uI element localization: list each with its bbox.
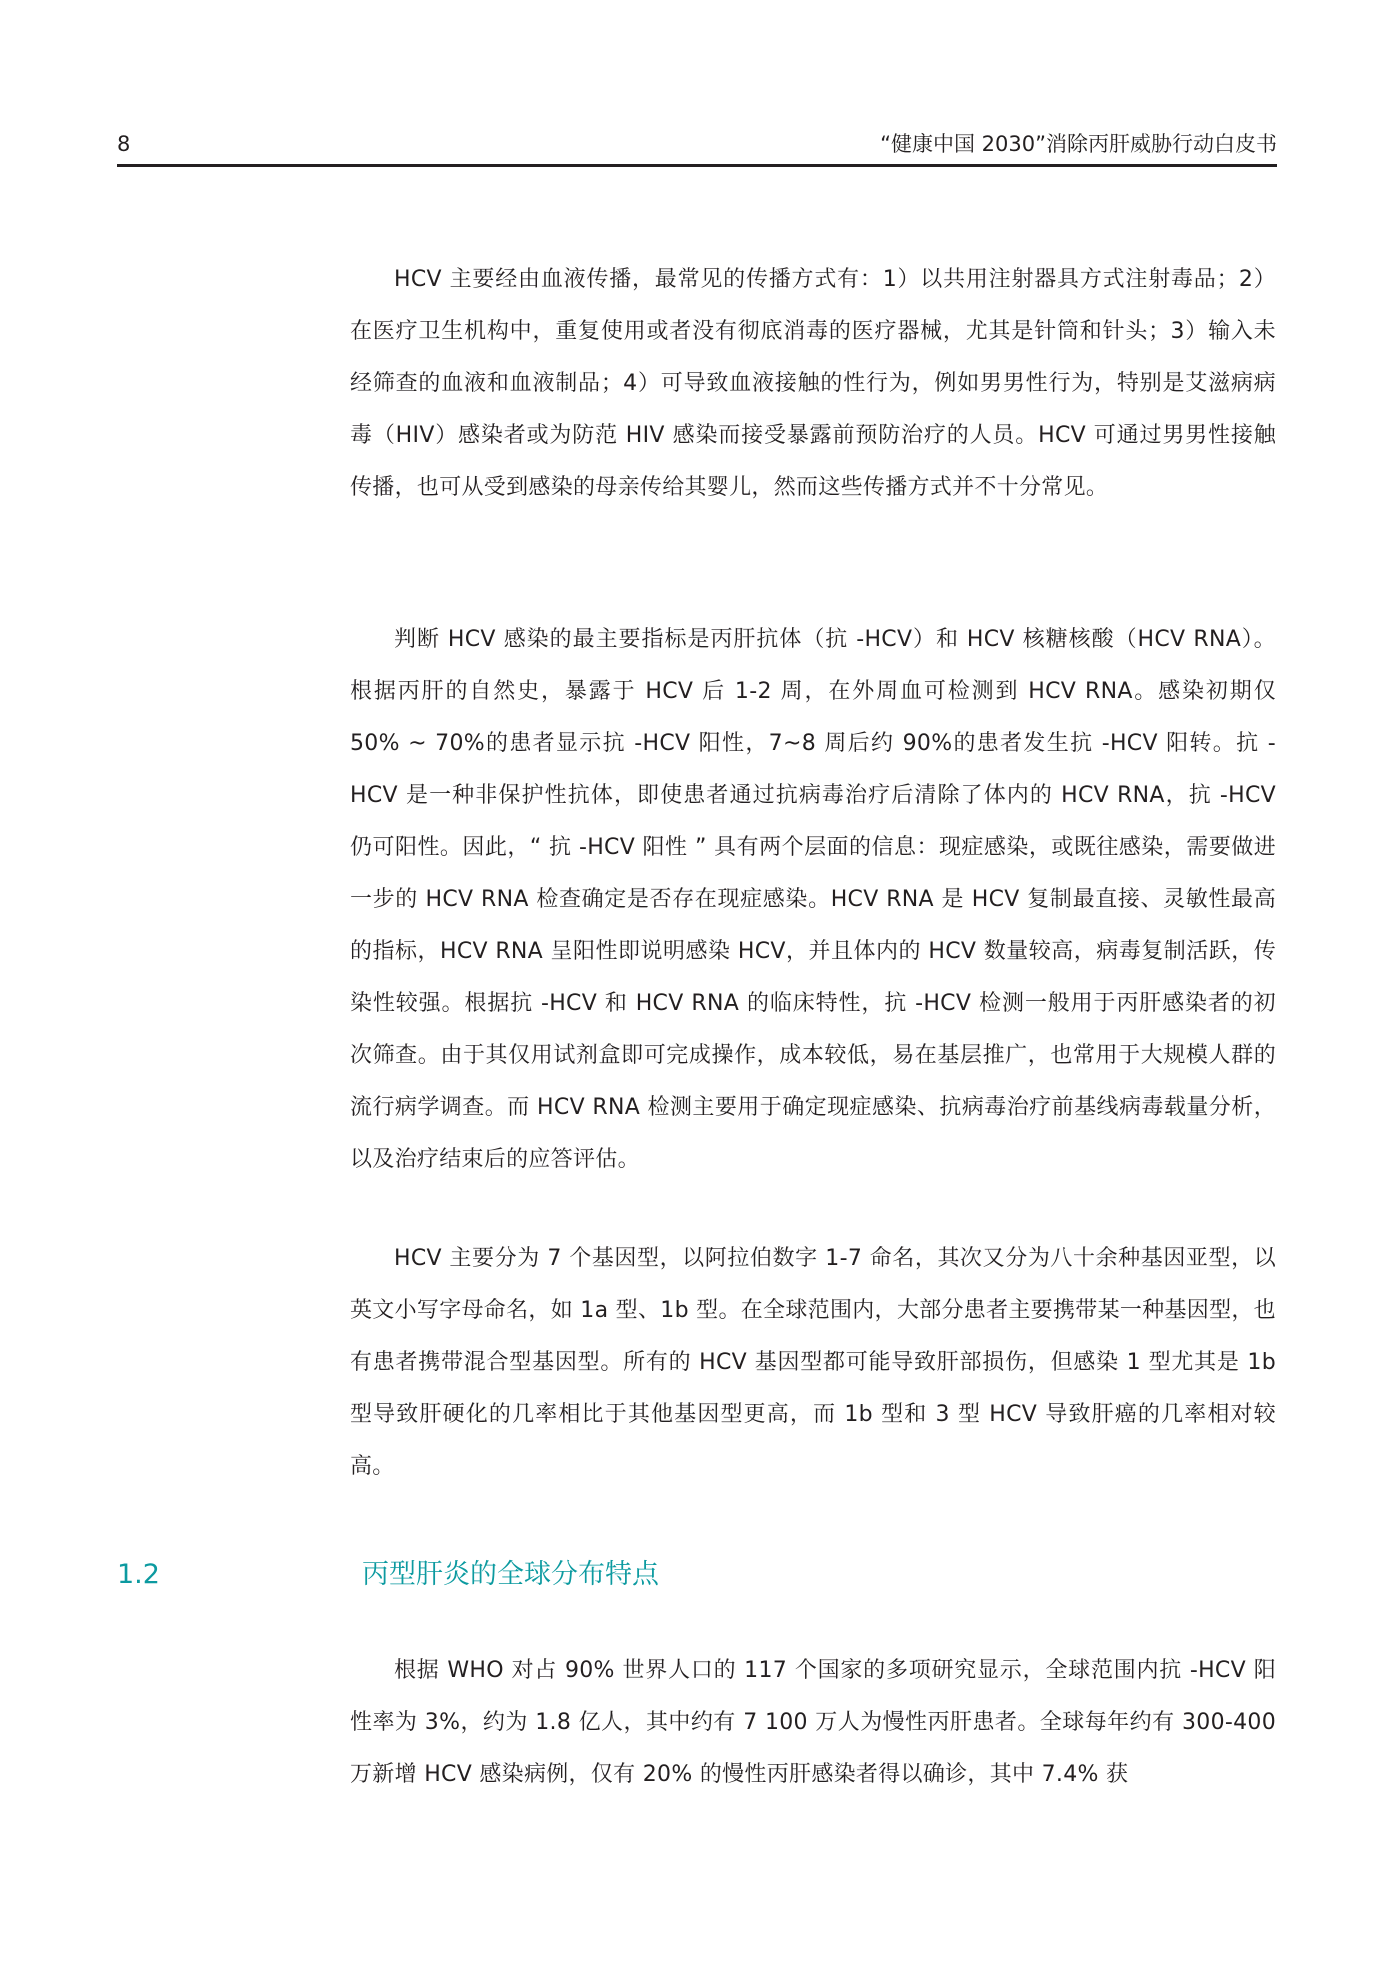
paragraph-transmission: HCV 主要经由血液传播，最常见的传播方式有：1）以共用注射器具方式注射毒品；2）在医疗卫生机构中，重复使用或者没有彻底消毒的医疗器械，尤其是针筒和针头；3）输入未经筛查的血液和血液制品；4）可导致血液接触的性行为，例如男男性行为，特别是艾滋病病毒（HIV）感染者或为防范 HIV 感染而接受暴露前预防治疗的人员。HCV 可通过男男性接触传播，也可从受到感染的母亲传给其婴儿，然而这些传播方式并不十分常见。 <box>350 267 1276 500</box>
header-rule <box>117 164 1277 167</box>
page-number: 8 <box>117 132 131 156</box>
paragraph-diagnosis: 判断 HCV 感染的最主要指标是丙肝抗体（抗 -HCV）和 HCV 核糖核酸（HCV RNA）。根据丙肝的自然史，暴露于 HCV 后 1-2 周，在外周血可检测到 HCV RNA。感染初期仅 50% ~ 70%的患者显示抗 -HCV 阳性，7~8 周后约 90%的患者发生抗 -HCV 阳转。抗 -HCV 是一种非保护性抗体，即使患者通过抗病毒治疗后清除了体内的 HCV RNA，抗 -HCV 仍可阳性。因此，“ 抗 -HCV 阳性 ” 具有两个层面的信息：现症感染，或既往感染，需要做进一步的 HCV RNA 检查确定是否存在现症感染。HCV RNA 是 HCV 复制最直接、灵敏性最高的指标，HCV RNA 呈阳性即说明感染 HCV，并且体内的 HCV 数量较高，病毒复制活跃，传染性较强。根据抗 -HCV 和 HCV RNA 的临床特性，抗 -HCV 检测一般用于丙肝感染者的初次筛查。由于其仅用试剂盒即可完成操作，成本较低，易在基层推广，也常用于大规模人群的流行病学调查。而 HCV RNA 检测主要用于确定现症感染、抗病毒治疗前基线病毒载量分析，以及治疗结束后的应答评估。 <box>350 627 1276 1172</box>
document-title: “健康中国 2030”消除丙肝威胁行动白皮书 <box>880 132 1277 156</box>
paragraph-global-distribution: 根据 WHO 对占 90% 世界人口的 117 个国家的多项研究显示，全球范围内抗 -HCV 阳性率为 3%，约为 1.8 亿人，其中约有 7 100 万人为慢性丙肝患者。全球每年约有 300-400 万新增 HCV 感染病例，仅有 20% 的慢性丙肝感染者得以确诊，其中 7.4% 获 <box>350 1658 1276 1787</box>
section-number: 1.2 <box>117 1559 160 1590</box>
page-header <box>117 126 1277 162</box>
paragraph-genotypes: HCV 主要分为 7 个基因型，以阿拉伯数字 1-7 命名，其次又分为八十余种基因亚型，以英文小写字母命名，如 1a 型、1b 型。在全球范围内，大部分患者主要携带某一种基因型，也有患者携带混合型基因型。所有的 HCV 基因型都可能导致肝部损伤，但感染 1 型尤其是 1b 型导致肝硬化的几率相比于其他基因型更高，而 1b 型和 3 型 HCV 导致肝癌的几率相对较高。 <box>350 1246 1276 1479</box>
section-title: 丙型肝炎的全球分布特点 <box>362 1559 659 1590</box>
